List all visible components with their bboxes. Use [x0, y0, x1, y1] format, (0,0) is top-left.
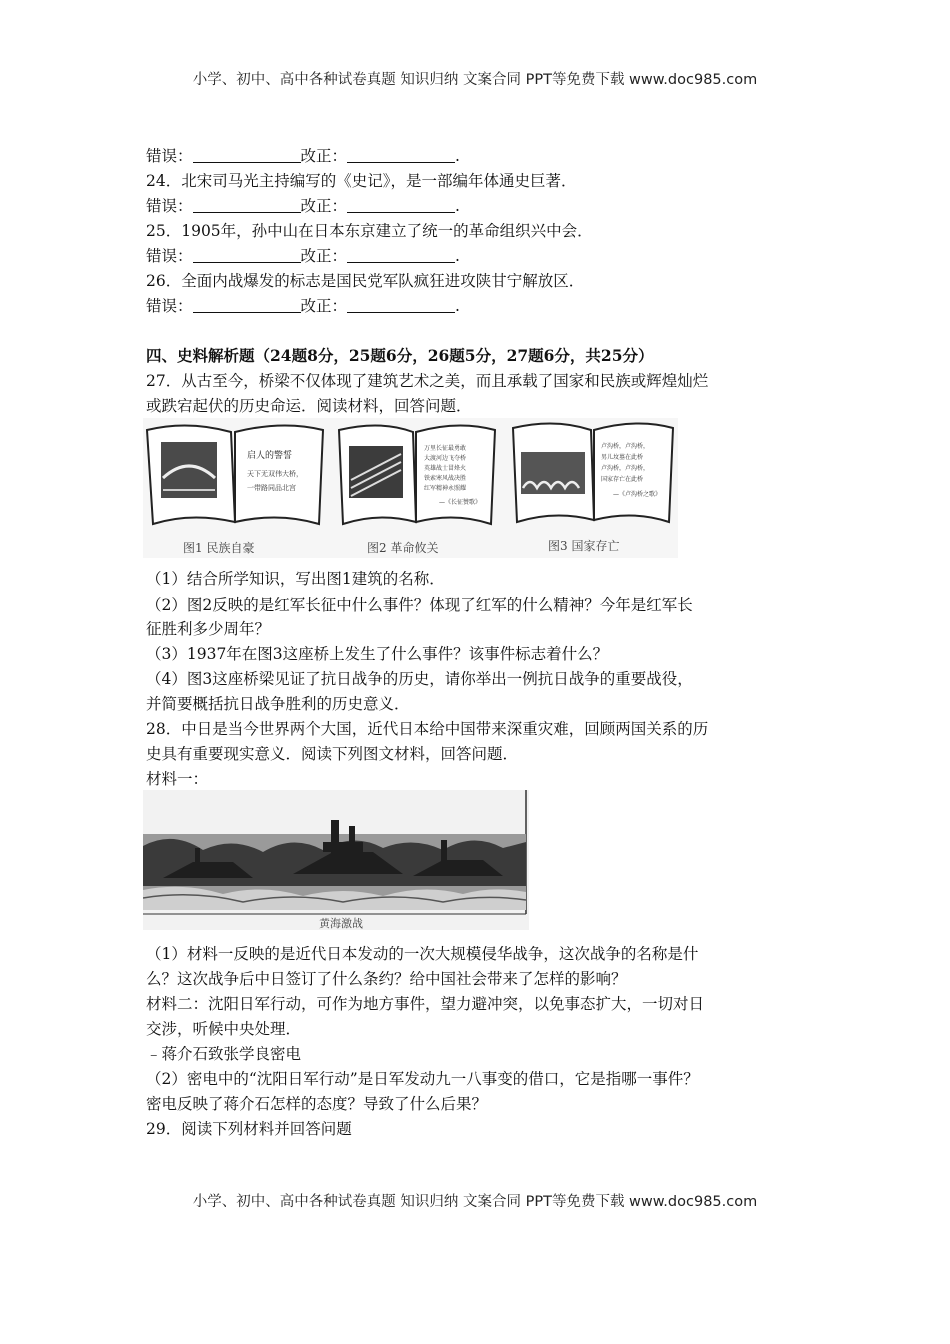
error-label: 错误： [146, 147, 193, 165]
book-3-sign: —《卢沟桥之歌》 [613, 491, 662, 498]
question-24: 24．北宋司马光主持编写的《史记》，是一部编年体通史巨著． [146, 172, 577, 190]
answer-line-25 [146, 245, 460, 267]
end-dot: . [455, 197, 460, 215]
end-dot: . [455, 247, 460, 265]
page-header: 小学、初中、高中各种试卷真题 知识归纳 文案合同 PPT等免费下载 www.doc985.com [192, 72, 758, 88]
book-2-line: 大渡河边飞夺桥 [424, 455, 467, 462]
fix-blank[interactable] [347, 296, 455, 313]
book-3-line: 卢沟桥，卢沟桥， [601, 443, 650, 450]
question-27-4b: 并简要概括抗日战争胜利的历史意义． [146, 695, 410, 713]
section-heading: 四、史料解析题（24题8分，25题6分，26题5分，27题6分，共25分） [146, 346, 654, 365]
question-28-line2: 史具有重要现实意义．阅读下列图文材料，回答问题． [146, 745, 519, 763]
question-27-line1: 27．从古至今，桥梁不仅体现了建筑艺术之美，而且承载了国家和民族或辉煌灿烂 [146, 372, 709, 390]
material-1-label: 材料一： [146, 770, 209, 788]
fix-blank[interactable] [347, 246, 455, 263]
book-1-caption: 图1 民族自豪 [183, 541, 255, 555]
question-28-1a: （1）材料一反映的是近代日本发动的一次大规模侵华战争，这次战争的名称是什 [146, 945, 699, 963]
book-3-line: 卢沟桥，卢沟桥， [601, 465, 650, 472]
end-dot: . [455, 297, 460, 315]
bridge-books-figure [143, 418, 678, 558]
error-blank[interactable] [193, 246, 301, 263]
answer-line-26 [146, 295, 460, 317]
book-2-line: 红军精神永照耀 [424, 485, 467, 492]
page-footer: 小学、初中、高中各种试卷真题 知识归纳 文案合同 PPT等免费下载 www.doc985.com [192, 1194, 758, 1210]
error-blank[interactable] [193, 146, 301, 163]
fix-blank[interactable] [347, 196, 455, 213]
question-27-line2: 或跌宕起伏的历史命运．阅读材料，回答问题． [146, 397, 472, 415]
fix-blank[interactable] [347, 146, 455, 163]
error-blank[interactable] [193, 296, 301, 313]
photo-caption: 黄海激战 [319, 917, 363, 930]
material-2-source: ﹣蒋介石致张学良密电 [146, 1045, 302, 1063]
error-label: 错误： [146, 247, 193, 265]
question-27-4a: （4）图3这座桥梁见证了抗日战争的历史，请你举出一例抗日战争的重要战役， [146, 670, 693, 688]
book-3-caption: 图3 国家存亡 [548, 539, 620, 553]
book-1-title: 启人的警誓 [247, 451, 293, 461]
question-27-2b: 征胜利多少周年？ [146, 620, 271, 638]
book-2-line: 万里长征最勇敢 [424, 445, 467, 452]
question-29: 29．阅读下列材料并回答问题 [146, 1120, 352, 1138]
fix-label: 改正： [300, 297, 348, 315]
question-27-1: （1）结合所学知识，写出图1建筑的名称． [146, 570, 445, 588]
material-2-line2: 交涉，听候中央处理． [146, 1020, 302, 1038]
question-28-1b: 么？这次战争后中日签订了什么条约？给中国社会带来了怎样的影响？ [146, 970, 627, 988]
fix-label: 改正： [300, 147, 348, 165]
end-dot: . [455, 147, 460, 165]
error-label: 错误： [146, 197, 193, 215]
book-2-sign: —《长征赞歌》 [439, 499, 482, 506]
material-2-line1: 材料二：沈阳日军行动，可作为地方事件，望力避冲突，以免事态扩大，一切对日 [146, 995, 705, 1013]
book-2-line: 英雄战士冒烽火 [424, 465, 467, 472]
answer-line-24 [146, 195, 460, 217]
question-26: 26．全面内战爆发的标志是国民党军队疯狂进攻陕甘宁解放区． [146, 272, 585, 290]
question-25: 25．1905年，孙中山在日本东京建立了统一的革命组织兴中会． [146, 222, 593, 240]
book-1-text-1: 天下无双伟大桥， [247, 470, 303, 478]
question-28-2a: （2）密电中的“沈阳日军行动”是日军发动九一八事变的借口，它是指哪一事件？ [146, 1070, 699, 1088]
book-2-line: 铁索寒风战决胜 [424, 475, 467, 482]
book-1-text-2: 一带路同品北宫 [247, 484, 296, 492]
naval-battle-photo [143, 790, 529, 930]
question-27-2a: （2）图2反映的是红军长征中什么事件？体现了红军的什么精神？今年是红军长 [146, 596, 693, 614]
book-3-line: 国家存亡在此桥 [601, 476, 644, 483]
fix-label: 改正： [300, 247, 348, 265]
book-2-caption: 图2 革命攸关 [367, 541, 439, 555]
fix-label: 改正： [300, 197, 348, 215]
answer-line-23 [146, 145, 460, 167]
error-blank[interactable] [193, 196, 301, 213]
question-28-2b: 密电反映了蒋介石怎样的态度？导致了什么后果？ [146, 1095, 488, 1113]
book-3-line: 男儿坟墓在此桥 [601, 454, 644, 461]
question-27-3: （3）1937年在图3这座桥上发生了什么事件？该事件标志着什么？ [146, 645, 609, 663]
error-label: 错误： [146, 297, 193, 315]
question-28-line1: 28．中日是当今世界两个大国，近代日本给中国带来深重灾难，回顾两国关系的历 [146, 720, 709, 738]
